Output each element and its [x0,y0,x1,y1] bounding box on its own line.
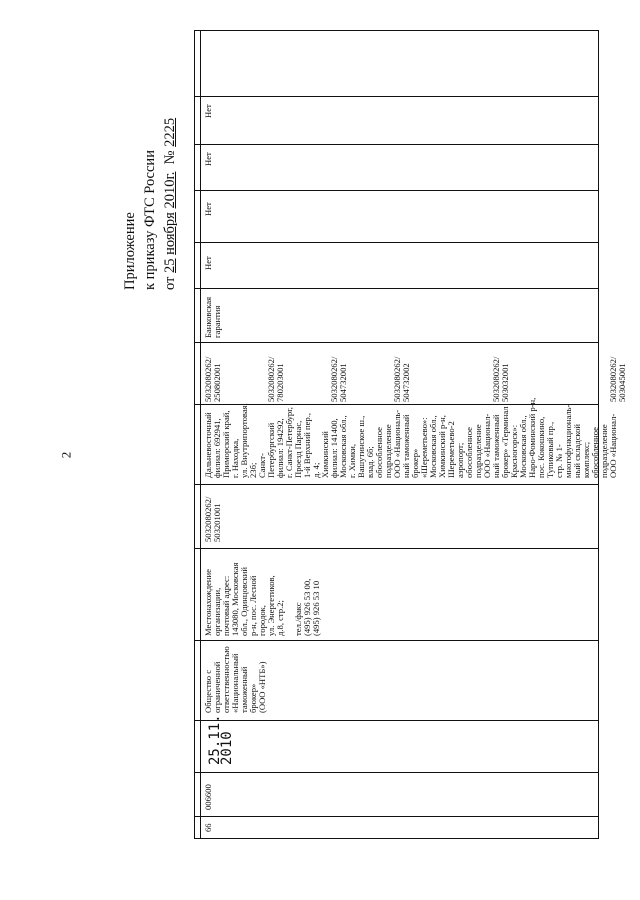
annex-date-line: от 25 ноября 2010г. № 2225 [162,117,178,290]
org-address: Местонахождение организации, почтовый адрес: 143080, Московская обл., Одинцовский р-н, пос. Лесной городок, ул. Энергетиков, д.8, стр.2; тел./факс (495) 926 53 00, (495) 926 53 10 [203,562,321,636]
annex-title: Приложение [122,212,138,290]
col-d-value: Нет [203,104,213,118]
org-inn-kpp: 5032080262/ 503201001 [203,496,222,542]
row-divider [194,816,599,817]
guarantee-type: Банковская гарантия [203,296,222,338]
branch-codes: 5032080262/ 250802001 5032080262/ 780203001 5032080262/ 504732001 5032080262/ 504732002 5032080262/ 503032001 5032080262/ 503045001 [203,356,627,402]
row-divider [194,548,599,549]
annex-header [120,90,200,290]
annex-order-ref: к приказу ФТС России [142,150,158,290]
row-divider [194,96,599,97]
row-divider [194,242,599,243]
annex-date-year: 2010 [162,179,178,209]
row-divider [194,772,599,773]
row-divider [194,720,599,721]
annex-date-day: 25 [162,258,178,273]
annex-order-number: 2225 [162,117,178,147]
row-divider [194,144,599,145]
row-divider [194,484,599,485]
row-divider [194,640,599,641]
row-index: 66 [203,823,213,832]
row-divider [194,342,599,343]
col-b-value: Нет [203,202,213,216]
row-divider [194,288,599,289]
page-number: 2 [58,451,74,459]
col-c-value: Нет [203,152,213,166]
annex-date-month: ноября [162,212,178,255]
reg-number: 006600 [203,784,213,810]
row-divider [194,190,599,191]
org-name: Общество с ограниченной ответственностью «Национальный таможенный брокер» (ООО «НТБ») [203,646,267,713]
branches-list: Дальневосточный филиал: 692941, Приморский край, г. Находка, ул. Внутрипортовая, 23б; Санкт- Петербургский филиал: 194292, г. Санкт-Петербург, Проезд Парнас, 1-й Верхний пер., д. 4; Химкинский филиал: 141400, Московская обл., г. Химки, Вашутинское ш., влад. 6б; обособленное подразделение ООО «Националь- ный таможенный брокер» «Шереметьево»: Московская обл., Химкинский р-н, Шереметьево-2 аэропорт; обособленное подразделение ООО «Национал- ный таможенный брокер» «Терминал Красногорск»: Московская обл., Наро-Фоминский р-н, пос. Кокошкино, Тупиковый пр., стр. № 1- многофункциональ- ный складской комплекс; обособленное подразделение ООО «Национал- [203,397,618,478]
reg-date: 25.11. 2010 [207,714,235,765]
col-a-value: Нет [203,256,213,270]
column-divider [200,30,201,839]
